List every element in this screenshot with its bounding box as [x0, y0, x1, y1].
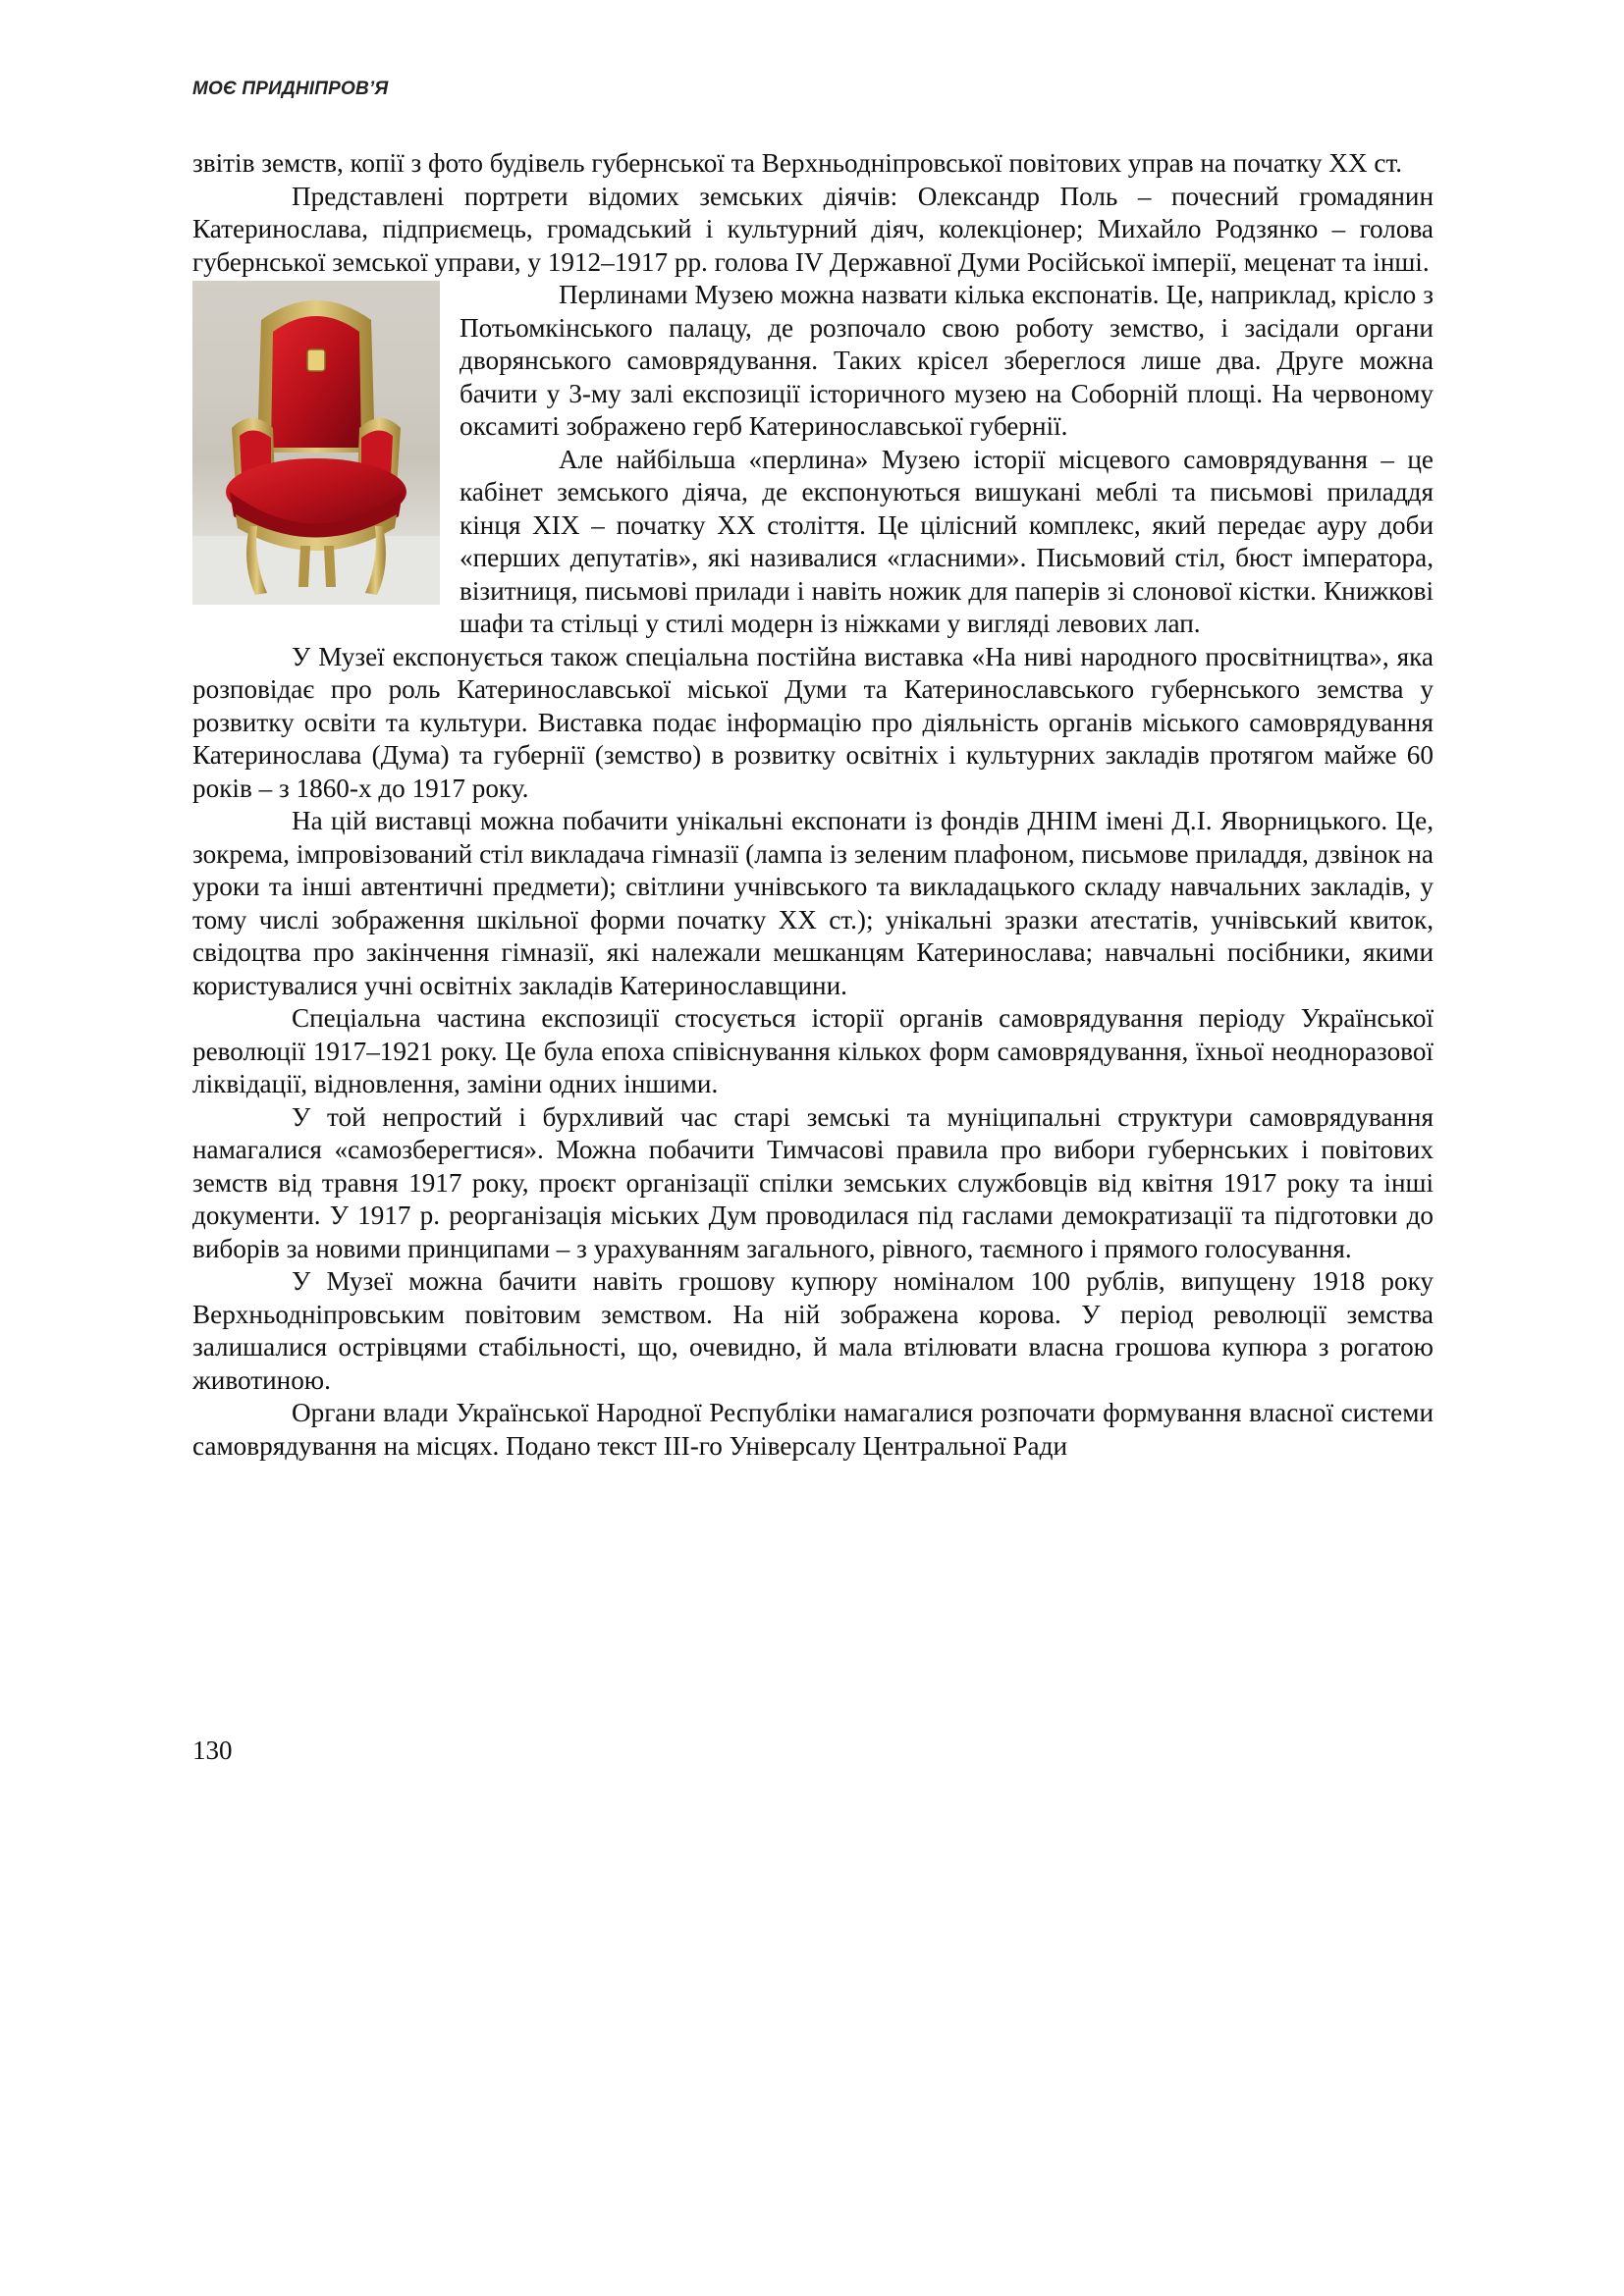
red-velvet-armchair-icon — [192, 281, 440, 605]
paragraph-10: Органи влади Української Народної Республіки намагалися розпочати формування власної системи самоврядування на місцях. Подано текст ІІІ-го Універсалу Центральної Ради — [192, 1398, 1434, 1461]
armchair-photo — [192, 281, 440, 605]
running-title: МОЄ ПРИДНІПРОВ’Я — [192, 79, 389, 99]
page-number: 130 — [192, 1735, 233, 1765]
paragraph-3: Перлинами Музею можна назвати кілька експонатів. Це, наприклад, крісло з Потьомкінського палацу, де розпочало свою роботу земство, і засідали органи дворянського самоврядування. Таких крісел збереглося лише два. Друге можна бачити у 3-му залі експозиції історичного музею на Соборній площі. На червоному оксамиті зображено герб Катеринославської губернії. — [460, 280, 1434, 441]
paragraph-2: Представлені портрети відомих земських діячів: Олександр Поль – почесний громадянин Катеринослава, підприємець, громадський і культурний діяч, колекціонер; Михайло Родзянко – голова губернської земської управи, у 1912–1917 рр. голова IV Державної Думи Російської імперії, меценат та інші. — [192, 181, 1434, 277]
paragraph-8: У той непростий і бурхливий час старі земські та муніципальні структури самоврядування намагалися «самозберегтися». Можна побачити Тимчасові правила про вибори губернських і повітових земств від травня 1917 року, проєкт організації спілки земських службовців від квітня 1917 року та інші документи. У 1917 р. реорганізація міських Дум проводилася під гаслами демократизації та підготовки до виборів за новими принципами – з урахуванням загального, рівного, таємного і прямого голосування. — [192, 1101, 1434, 1263]
paragraph-1: звітів земств, копії з фото будівель губернської та Верхньодніпровської повітових управ на початку ХХ ст. — [192, 148, 1403, 178]
paragraph-4: Але найбільша «перлина» Музею історії місцевого самоврядування – це кабінет земського діяча, де експонуються вишукані меблі та письмові приладдя кінця ХІХ – початку ХХ століття. Це цілісний комплекс, який передає ауру доби «перших депутатів», які називалися «гласними». Письмовий стіл, бюст імператора, візитниця, письмові прилади і навіть ножик для паперів зі слонової кістки. Книжкові шафи та стільці у стилі модерн із ніжками у вигляді левових лап. — [460, 444, 1434, 638]
paragraph-9: У Музеї можна бачити навіть грошову купюру номіналом 100 рублів, випущену 1918 року Верхньодніпровським повітовим земством. На ній зображена корова. У період революції земства залишалися острівцями стабільності, що, очевидно, й мала втілювати власна грошова купюра з рогатою животиною. — [192, 1266, 1434, 1395]
body-text — [192, 147, 1434, 1463]
paragraph-7: Спеціальна частина експозиції стосується історії органів самоврядування періоду Української революції 1917–1921 року. Це була епоха співіснування кількох форм самоврядування, їхньої неодноразової ліквідації, відновлення, заміни одних іншими. — [192, 1003, 1434, 1098]
paragraph-5: У Музеї експонується також спеціальна постійна виставка «На ниві народного просвітництва», яка розповідає про роль Катеринославської міської Думи та Катеринославського губернського земства у розвитку освіти та культури. Виставка подає інформацію про діяльність органів міського самоврядування Катеринослава (Дума) та губернії (земство) в розвитку освітніх і культурних закладів протягом майже 60 років – з 1860-х до 1917 року. — [192, 641, 1434, 803]
paragraph-6: На цій виставці можна побачити унікальні експонати із фондів ДНІМ імені Д.І. Яворницького. Це, зокрема, імпровізований стіл викладача гімназії (лампа із зеленим плафоном, письмове приладдя, дзвінок на уроки та інші автентичні предмети); світлини учнівського та викладацького складу навчальних закладів, у тому числі зображення шкільної форми початку ХХ ст.); унікальні зразки атестатів, учнівський квиток, свідоцтва про закінчення гімназії, які належали мешканцям Катеринослава; навчальні посібники, якими користувалися учні освітніх закладів Катеринославщини. — [192, 806, 1434, 1000]
